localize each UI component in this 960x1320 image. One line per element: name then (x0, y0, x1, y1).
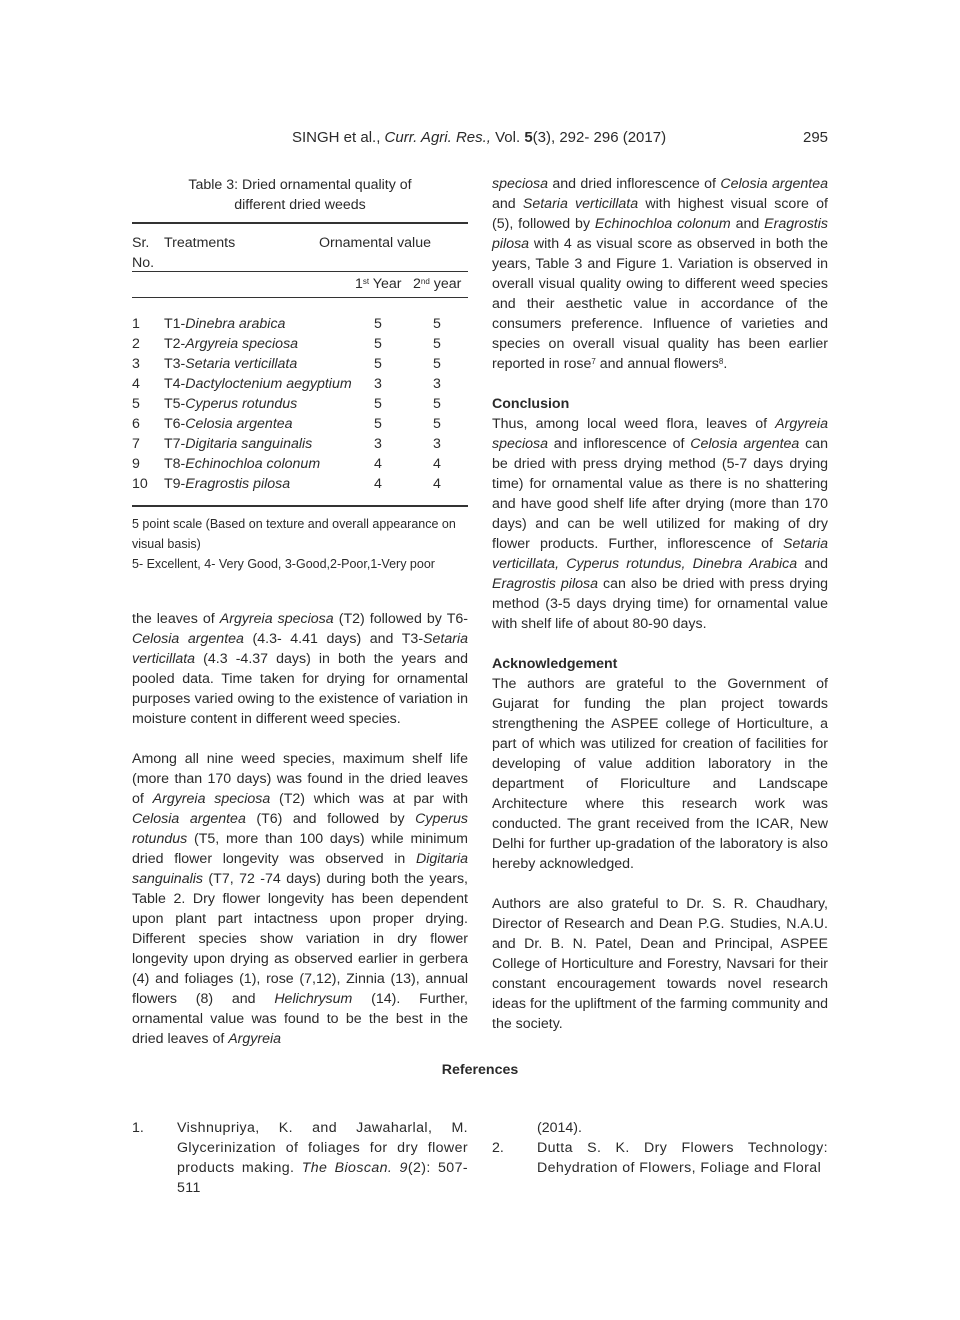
row-year1-value: 3 (374, 376, 382, 392)
row-sr-no: 4 (132, 376, 140, 392)
left-column (132, 609, 468, 1049)
row-treatment: T7-Digitaria sanguinalis (164, 436, 313, 452)
row-treatment: T1-Dinebra arabica (164, 316, 286, 332)
reference-text: (2014). (537, 1120, 582, 1136)
caption-line: different dried weeds (234, 197, 366, 213)
row-year2-value: 5 (433, 396, 441, 412)
row-year2-value: 5 (433, 356, 441, 372)
table-subheader-rule (132, 297, 468, 298)
row-treatment: T6-Celosia argentea (164, 416, 293, 432)
row-treatment: T8-Echinochloa colonum (164, 456, 321, 472)
row-year1-value: 5 (374, 396, 382, 412)
col-header-treatments: Treatments (164, 235, 236, 251)
row-sr-no: 10 (132, 476, 148, 492)
col-header-no: No. (132, 255, 155, 271)
row-year1-value: 5 (374, 356, 382, 372)
row-year2-value: 5 (433, 336, 441, 352)
row-sr-no: 6 (132, 416, 140, 432)
row-treatment: T9-Eragrostis pilosa (164, 476, 291, 492)
table-caption (132, 175, 468, 215)
right-column (492, 174, 828, 1034)
row-year2-value: 4 (433, 476, 441, 492)
note-line: 5- Excellent, 4- Very Good, 3-Good,2-Poor,1-Very poor (132, 557, 435, 571)
row-sr-no: 7 (132, 436, 140, 452)
row-sr-no: 1 (132, 316, 140, 332)
col-header-ornamental: Ornamental value (319, 235, 431, 251)
note-line: 5 point scale (Based on texture and overall appearance on (132, 517, 456, 531)
row-sr-no: 3 (132, 356, 140, 372)
row-year1-value: 4 (374, 456, 382, 472)
col-header-sr: Sr. (132, 235, 150, 251)
note-line: visual basis) (132, 537, 201, 551)
reference-number: 2. (492, 1140, 504, 1156)
col-header-year1: 1st Year (355, 276, 402, 292)
body-paragraph: Authors are also grateful to Dr. S. R. Chaudhary, Director of Research and Dean P.G. Studies, N.A.U. and Dr. B. N. Patel, Dean and Principal, ASPEE College of Horticulture and Forestry, Navsari for their constant encouragement towards novel research ideas for the upliftment of the farming community and the society. (492, 896, 828, 1032)
body-paragraph: The authors are grateful to the Government of Gujarat for funding the plan project towards strengthening the ASPEE college of Horticulture, a part of which was utilized for creation of facilities for developing of value addition laboratory in the department of Floriculture and Landscape Architecture where this research work was conducted. The grant received from the ICAR, New Delhi for further up-gradation of the laboratory is also hereby acknowledged. (492, 676, 828, 872)
row-treatment: T4-Dactyloctenium aegyptium (164, 376, 352, 392)
table-top-rule (132, 222, 468, 224)
citation-line: SINGH et al., Curr. Agri. Res., Vol. 5(3), 292- 296 (2017) (292, 129, 667, 146)
table-bottom-rule (132, 505, 468, 507)
conclusion-heading: Conclusion (492, 396, 570, 412)
row-treatment: T5-Cyperus rotundus (164, 396, 298, 412)
row-year1-value: 5 (374, 316, 382, 332)
reference-number: 1. (132, 1120, 144, 1136)
row-year2-value: 3 (433, 436, 441, 452)
body-paragraph: the leaves of Argyreia speciosa (T2) followed by T6-Celosia argentea (4.3- 4.41 days) and T3-Setaria verticillata (4.3 -4.37 days) in both the years and pooled data. Time taken for drying for ornamental purposes varied owing to the existence of variation in moisture content in different weed species. (132, 611, 468, 727)
row-year2-value: 3 (433, 376, 441, 392)
reference-text: Dutta S. K. Dry Flowers Technology: Dehydration of Flowers, Foliage and Floral (537, 1140, 828, 1176)
row-year1-value: 3 (374, 436, 382, 452)
table-note (132, 514, 472, 574)
row-year1-value: 5 (374, 416, 382, 432)
row-year2-value: 4 (433, 456, 441, 472)
body-paragraph: Among all nine weed species, maximum shelf life (more than 170 days) was found in the dried leaves of Argyreia speciosa (T2) which was at par with Celosia argentea (T6) and followed by Cyperus rotundus (T5, more than 100 days) while minimum dried flower longevity was observed in Digitaria sanguinalis (T7, 72 -74 days) during both the years, Table 2. Dry flower longevity has been dependent upon plant part intactness upon proper drying. Different species show variation in dry flower longevity upon drying as observed earlier in gerbera (4) and foliages (1), rose (7,12), Zinnia (13), annual flowers (8) and Helichrysum (14). Further, ornamental value was found to be the best in the dried leaves of Argyreia (132, 751, 468, 1047)
row-sr-no: 5 (132, 396, 140, 412)
row-year1-value: 5 (374, 336, 382, 352)
reference-text: Vishnupriya, K. and Jawaharlal, M. Glycerinization of foliages for dry flower products making. The Bioscan. 9(2): 507-511 (177, 1120, 469, 1196)
row-year1-value: 4 (374, 476, 382, 492)
table-header-rule (132, 271, 468, 272)
caption-line: Table 3: Dried ornamental quality of (188, 177, 412, 193)
body-paragraph: speciosa and dried inflorescence of Celosia argentea and Setaria verticillata with highest visual score of (5), followed by Echinochloa colonum and Eragrostis pilosa with 4 as visual score as observed in both the years, Table 3 and Figure 1. Variation is observed in overall visual quality owing to different weed species and their aesthetic value in accordance of the consumers preference. Influence of varieties and species on overall visual quality has been earlier reported in rose$^7$ and annual flowers$^8$. (492, 176, 829, 372)
row-year2-value: 5 (433, 316, 441, 332)
row-sr-no: 9 (132, 456, 140, 472)
row-sr-no: 2 (132, 336, 140, 352)
row-treatment: T3-Setaria verticillata (164, 356, 298, 372)
references-heading: References (441, 1062, 519, 1078)
body-paragraph: Thus, among local weed flora, leaves of Argyreia speciosa and inflorescence of Celosia argentea can be dried with press drying method (5-7 days drying time) for ornamental value as there is no shattering and have good shelf life after drying (more than 170 days) and can be well utilized for making of dry flower products. Further, inflorescence of Setaria verticillata, Cyperus rotundus, Dinebra Arabica and Eragrostis pilosa can also be dried with press drying method (3-5 days drying time) for ornamental value with shelf life of about 80-90 days. (492, 416, 828, 632)
col-header-year2: 2nd year (413, 276, 462, 292)
page-number: 295 (803, 129, 829, 146)
row-treatment: T2-Argyreia speciosa (164, 336, 299, 352)
row-year2-value: 5 (433, 416, 441, 432)
acknowledgement-heading: Acknowledgement (492, 656, 618, 672)
